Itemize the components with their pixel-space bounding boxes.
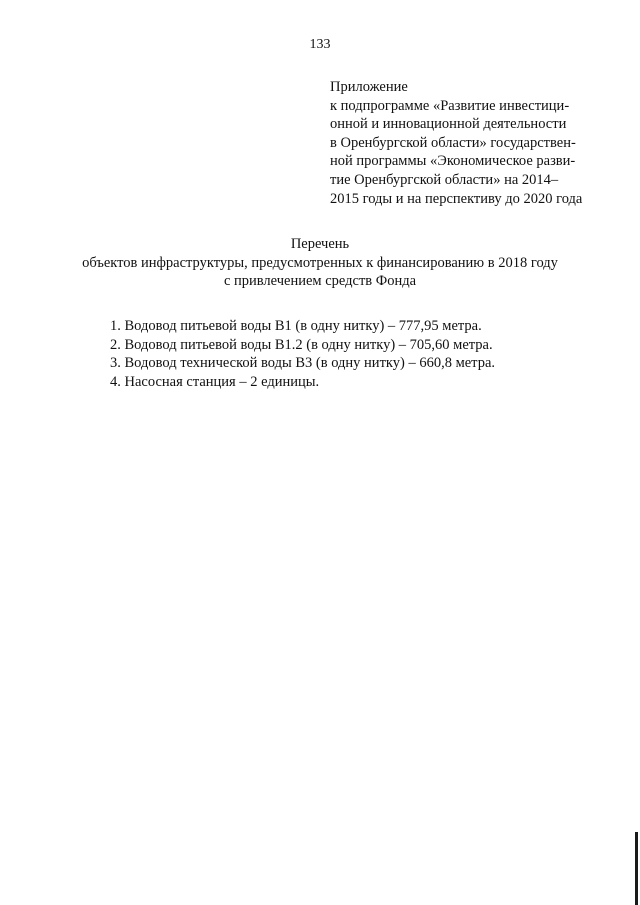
list-item: 3. Водовод технической воды В3 (в одну нитку) – 660,8 метра. — [110, 355, 496, 372]
title-heading: Перечень — [290, 236, 350, 252]
list-item: 2. Водовод питьевой воды В1.2 (в одну нитку) – 705,60 метра. — [110, 336, 493, 353]
appendix-line: к подпрограмме «Развитие инвестици- — [330, 97, 570, 114]
objects-list — [110, 317, 590, 391]
title-subline: с привлечением средств Фонда — [223, 273, 417, 290]
page-number: 133 — [309, 37, 331, 52]
appendix-line: ной программы «Экономическое разви- — [330, 153, 576, 170]
scan-edge-mark — [635, 832, 638, 905]
list-item: 4. Насосная станция – 2 единицы. — [110, 373, 320, 390]
appendix-line: в Оренбургской области» государствен- — [330, 134, 576, 151]
appendix-line: 2015 годы и на перспективу до 2020 года — [330, 190, 583, 207]
title-subline: объектов инфраструктуры, предусмотренных к финансированию в 2018 году — [82, 254, 558, 271]
document-title — [0, 235, 640, 291]
appendix-line: тие Оренбургской области» на 2014– — [330, 171, 559, 188]
appendix-line: онной и инновационной деятельности — [330, 116, 567, 133]
list-item: 1. Водовод питьевой воды В1 (в одну нитку) – 777,95 метра. — [110, 318, 482, 334]
appendix-note — [330, 78, 620, 208]
appendix-line: Приложение — [330, 79, 408, 95]
